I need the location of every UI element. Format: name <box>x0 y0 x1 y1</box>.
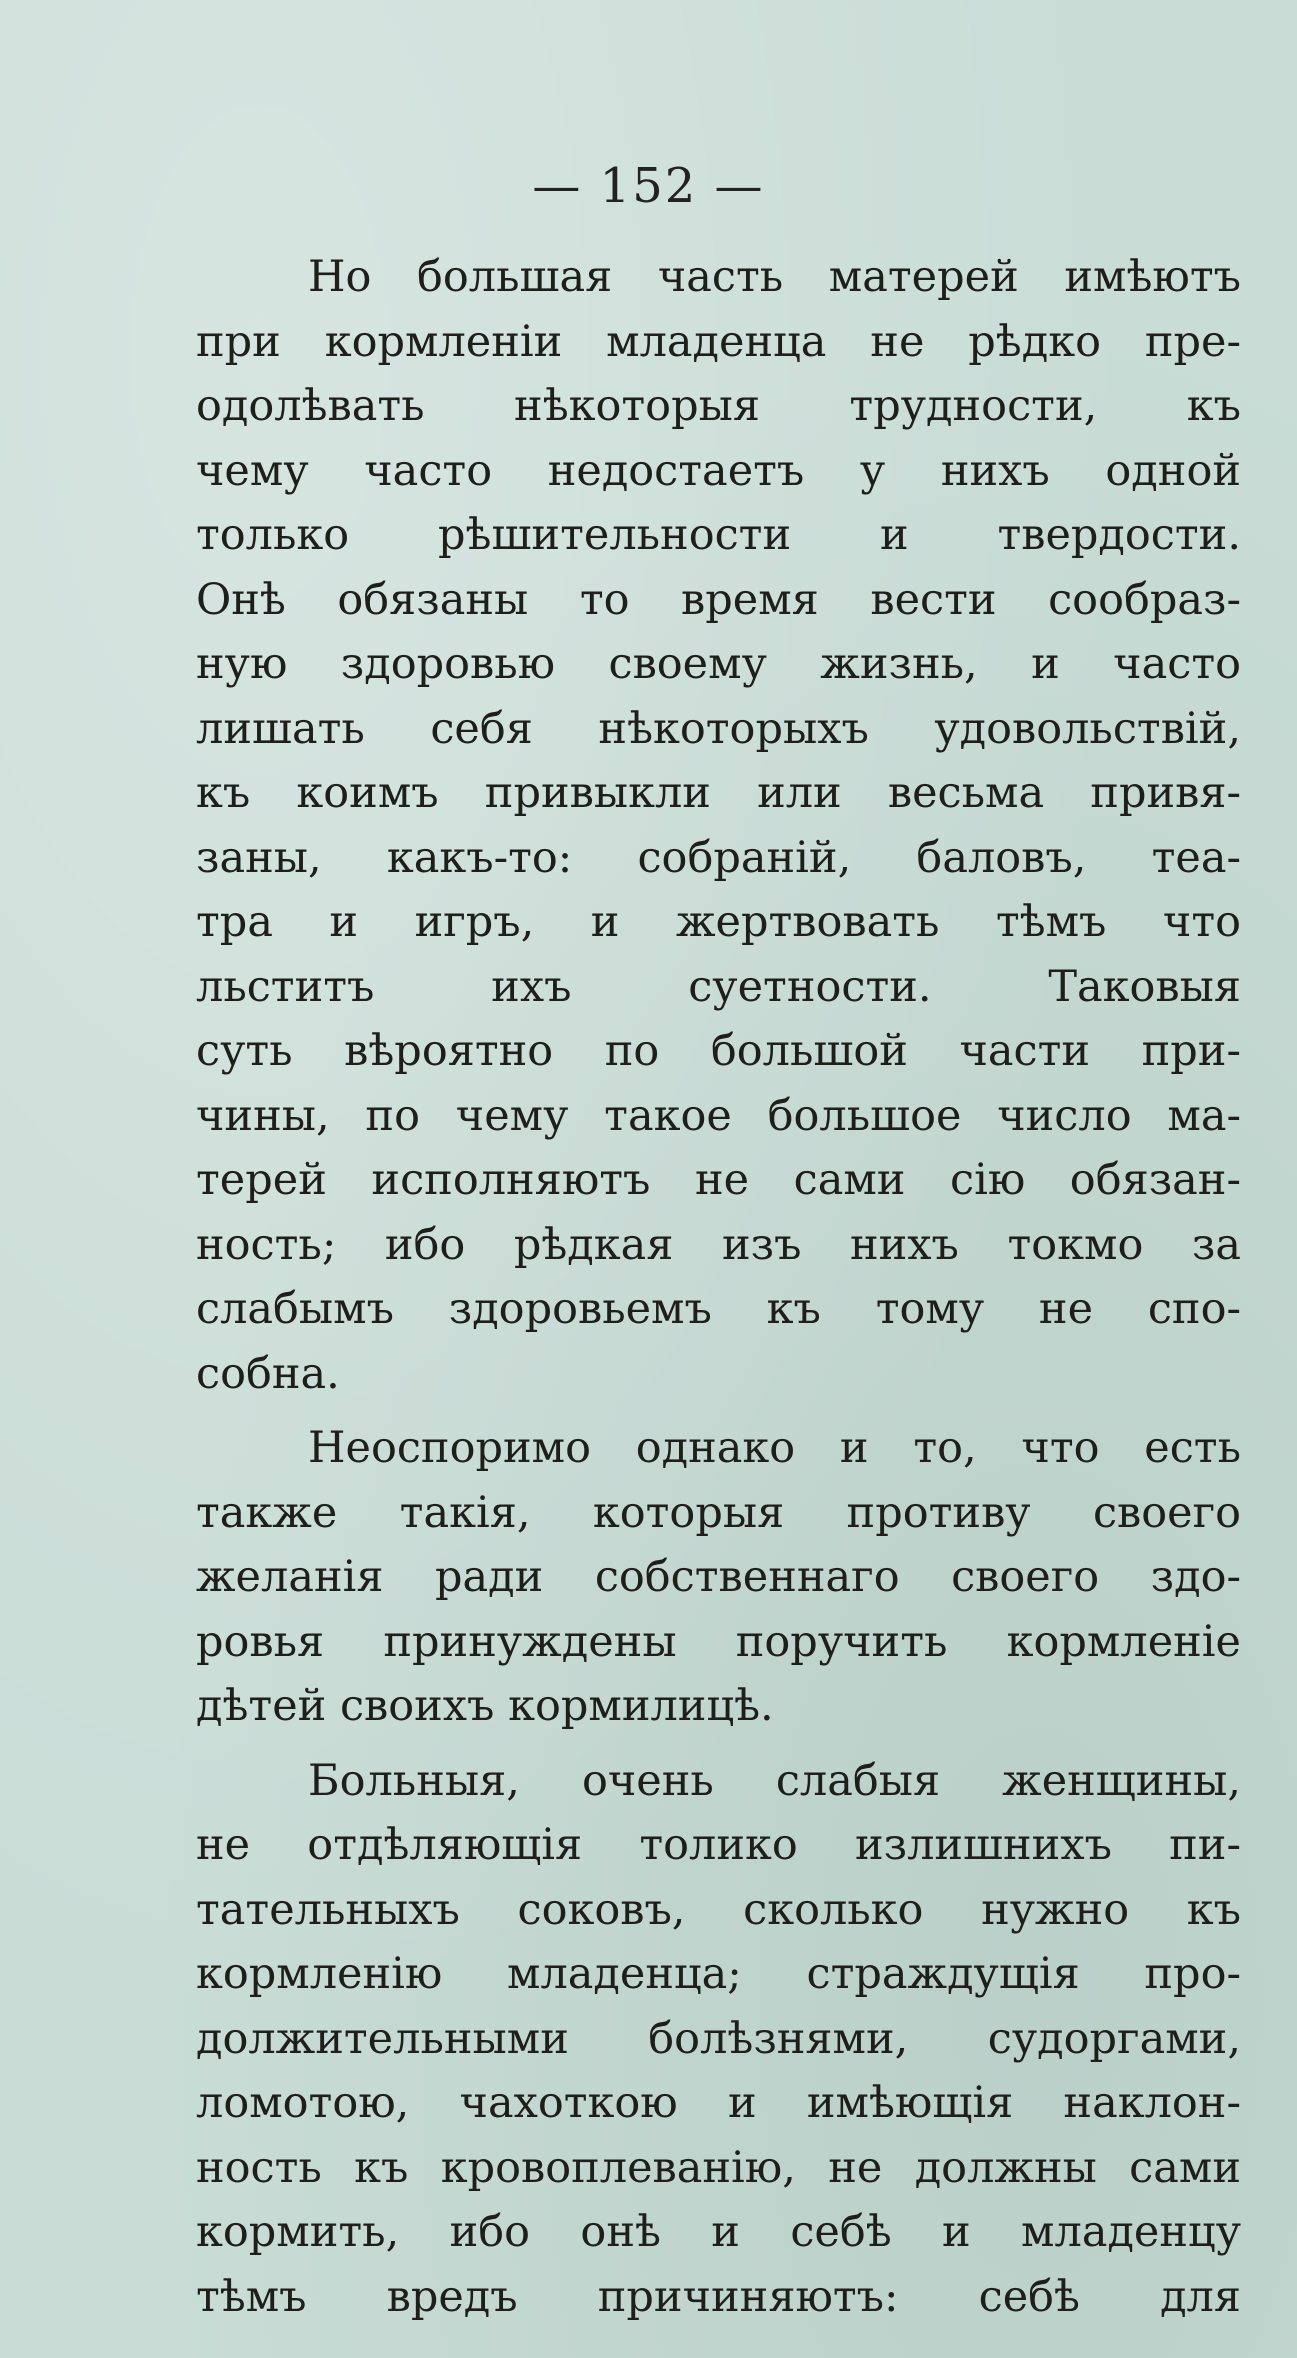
text-line: льститъ ихъ суетности. Таковыя <box>196 961 1241 1012</box>
text-line: одолѣвать нѣкоторыя трудности, къ <box>196 381 1241 431</box>
text-line: Онѣ обязаны то время вести сообраз- <box>196 574 1241 625</box>
text-line: тѣмъ вредъ причиняютъ: себѣ для <box>196 2271 1241 2322</box>
text-line: Больныя, очень слабыя женщины, <box>308 1755 1241 1806</box>
page-number: — 152 — <box>532 158 765 214</box>
text-line: къ коимъ привыкли или весьма привя- <box>196 768 1241 818</box>
text-line: собна. <box>196 1348 340 1399</box>
text-line: кормленію младенца; страждущія про- <box>196 1949 1241 1999</box>
text-line: слабымъ здоровьемъ къ тому не спо- <box>196 1284 1241 1334</box>
text-line: лишать себя нѣкоторыхъ удовольствій, <box>196 703 1241 754</box>
paragraph <box>196 245 1241 1406</box>
text-line: чему часто недостаетъ у нихъ одной <box>196 445 1241 496</box>
text-line: Неоспоримо однако и то, что есть <box>308 1423 1241 1473</box>
text-line: суть вѣроятно по большой части при- <box>196 1026 1241 1076</box>
text-line: тра и игръ, и жертвовать тѣмъ что <box>196 897 1241 947</box>
text-line: ровья принуждены поручить кормленіе <box>196 1616 1241 1667</box>
text-line: при кормленіи младенца не рѣдко пре- <box>196 316 1241 367</box>
text-line: кормить, ибо онѣ и себѣ и младенцу <box>196 2207 1241 2257</box>
text-line: желанія ради собственнаго своего здо- <box>196 1552 1241 1602</box>
text-line: Но большая часть матерей имѣютъ <box>308 252 1241 302</box>
text-line: чины, по чему такое большое число ма- <box>196 1090 1241 1141</box>
text-line: терей исполняютъ не сами сію обязан- <box>196 1155 1241 1205</box>
text-line: не отдѣляющія толико излишнихъ пи- <box>196 1820 1241 1870</box>
paragraph <box>196 1749 1241 2330</box>
paragraph <box>196 1416 1241 1739</box>
text-line: ность; ибо рѣдкая изъ нихъ токмо за <box>196 1219 1241 1270</box>
text-line: заны, какъ-то: собраній, баловъ, теа- <box>196 832 1241 883</box>
text-line: ломотою, чахоткою и имѣющія наклон- <box>196 2078 1241 2128</box>
text-line: дѣтей своихъ кормилицѣ. <box>196 1681 774 1731</box>
body-text <box>196 245 1241 2329</box>
text-line: также такія, которыя противу своего <box>196 1487 1241 1538</box>
text-line: тательныхъ соковъ, сколько нужно къ <box>196 1884 1241 1935</box>
text-line: только рѣшительности и твердости. <box>196 510 1241 560</box>
text-line: должительными болѣзнями, судоргами, <box>196 2013 1241 2064</box>
text-line: ность къ кровоплеванію, не должны сами <box>196 2142 1241 2193</box>
text-line: ную здоровью своему жизнь, и часто <box>196 639 1241 689</box>
